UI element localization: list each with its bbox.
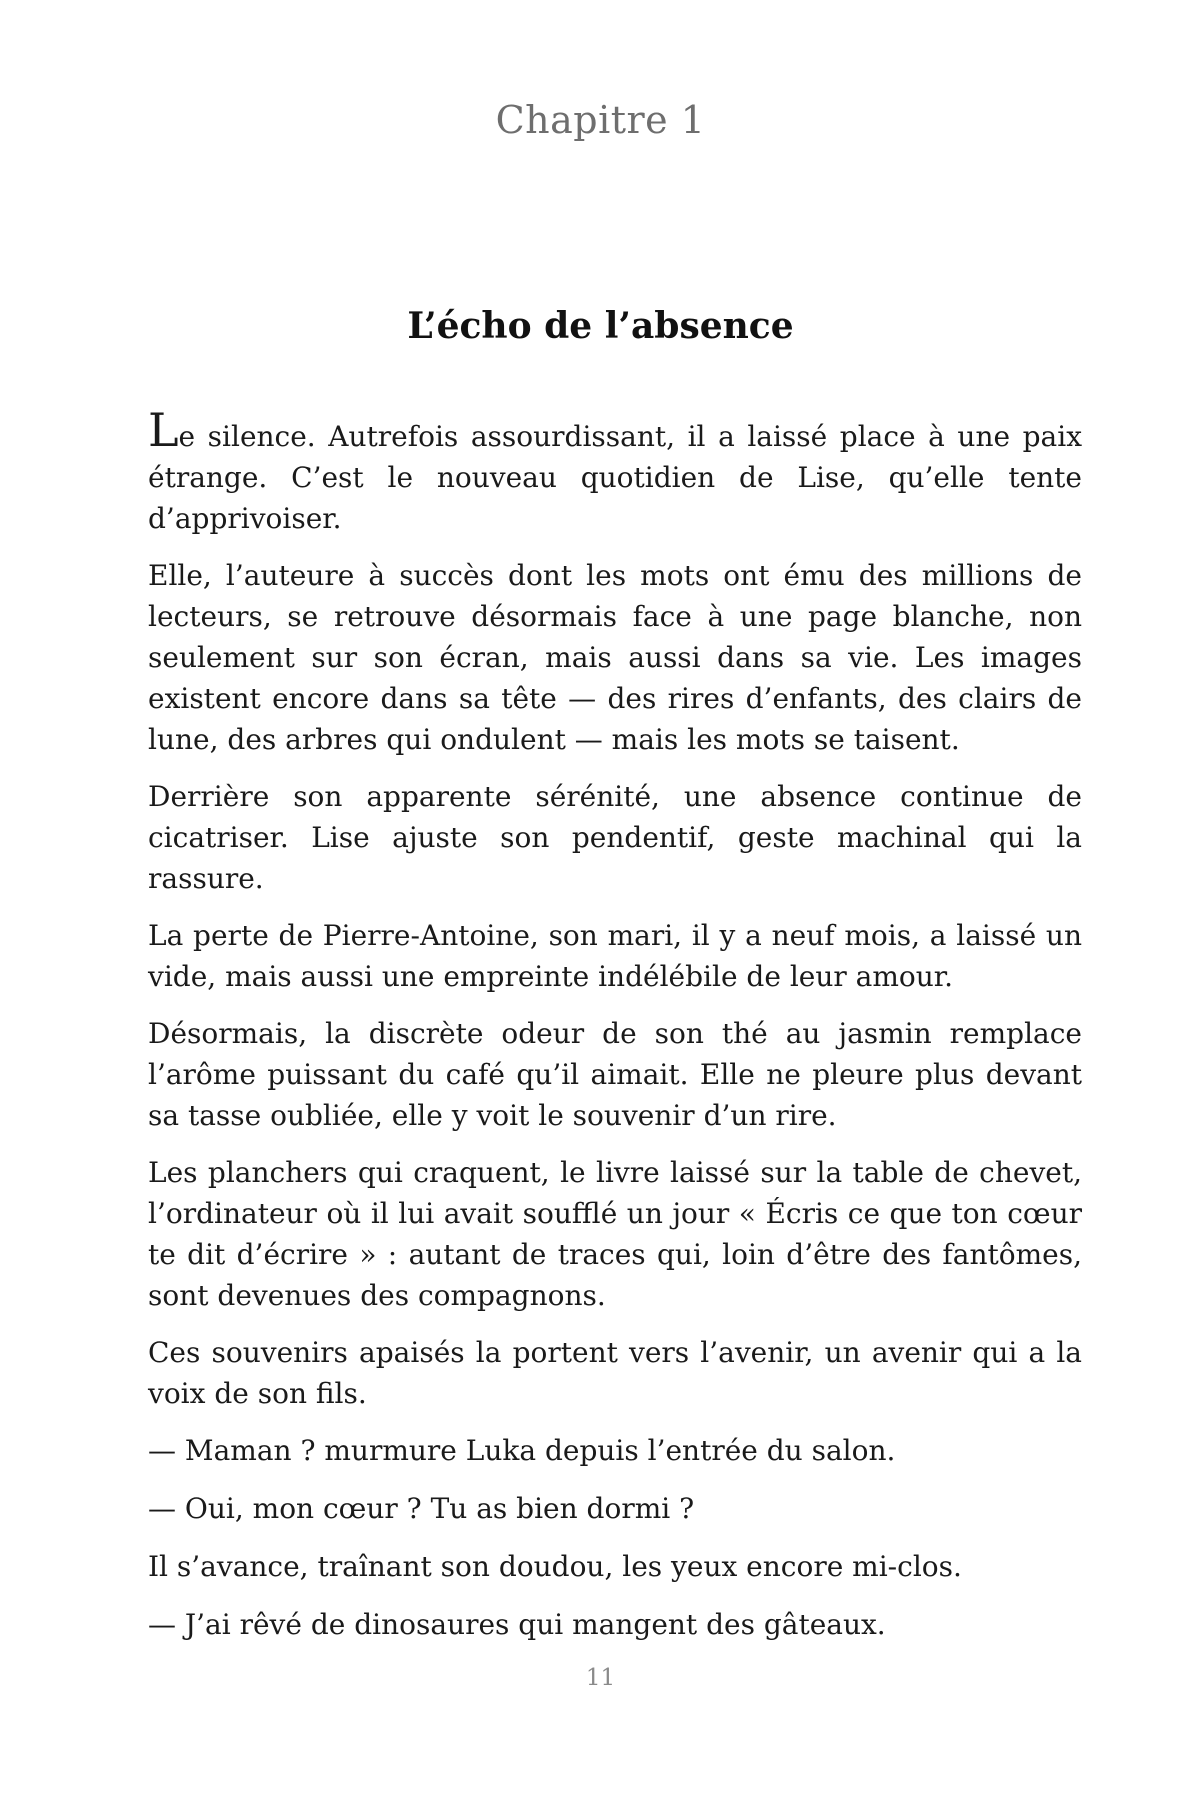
drop-cap: L	[148, 403, 179, 457]
paragraph-1	[148, 403, 1082, 539]
paragraph-2: Elle, l’auteure à succès dont les mots ont ému des millions de lecteurs, se retrouve désormais face à une page blanche, non seulement sur son écran, mais aussi dans sa vie. Les images existent encore dans sa tête — des rires d’enfants, des clairs de lune, des arbres qui ondulent — mais les mots se taisent.	[148, 559, 1082, 756]
page-number: 11	[585, 1665, 616, 1691]
chapter-label: Chapitre 1	[495, 98, 706, 142]
dialog-line: — J’ai rêvé de dinosaures qui mangent des gâteaux.	[148, 1608, 886, 1641]
chapter-title: L’écho de l’absence	[407, 305, 794, 347]
paragraph-6: Les planchers qui craquent, le livre laissé sur la table de chevet, l’ordinateur où il lui avait soufflé un jour « Écris ce que ton cœur te dit d’écrire » : autant de traces qui, loin d’être des fantômes, sont devenues des compagnons.	[148, 1156, 1082, 1312]
dialog-line: — Maman ? murmure Luka depuis l’entrée du salon.	[148, 1434, 896, 1467]
paragraph-1-text: e silence. Autrefois assourdissant, il a laissé place à une paix étrange. C’est le nouveau quotidien de Lise, qu’elle tente d’apprivoiser.	[148, 420, 1082, 535]
paragraph-3: Derrière son apparente sérénité, une absence continue de cicatriser. Lise ajuste son pendentif, geste machinal qui la rassure.	[148, 780, 1082, 895]
chapter-body	[148, 403, 1082, 1662]
paragraph-5: Désormais, la discrète odeur de son thé au jasmin remplace l’arôme puissant du café qu’il aimait. Elle ne pleure plus devant sa tasse oubliée, elle y voit le souvenir d’un rire.	[148, 1017, 1082, 1132]
paragraph-narration: Il s’avance, traînant son doudou, les yeux encore mi-clos.	[148, 1550, 962, 1583]
paragraph-7: Ces souvenirs apaisés la portent vers l’avenir, un avenir qui a la voix de son fils.	[148, 1336, 1082, 1410]
dialog-line: — Oui, mon cœur ? Tu as bien dormi ?	[148, 1492, 695, 1525]
paragraph-4: La perte de Pierre-Antoine, son mari, il y a neuf mois, a laissé un vide, mais aussi une empreinte indélébile de leur amour.	[148, 919, 1082, 993]
